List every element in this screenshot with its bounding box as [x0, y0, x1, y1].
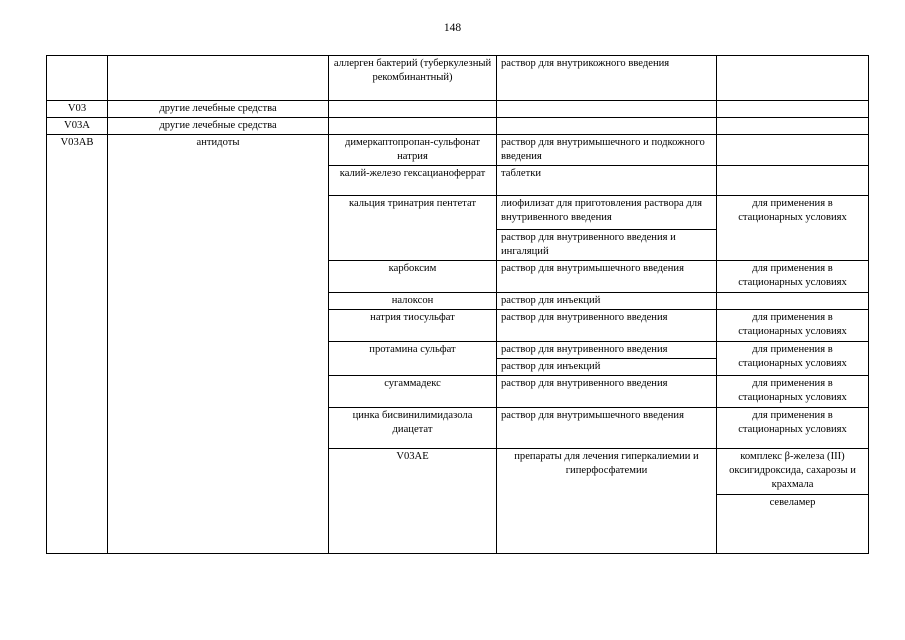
atc-code-cell: V03AB: [47, 135, 108, 554]
dosage-form-cell: [497, 101, 717, 118]
group-name-cell: препараты для лечения гиперкалиемии и гиперфосфатемии: [497, 449, 717, 554]
group-name-cell: другие лечебные средства: [108, 101, 329, 118]
group-name-cell: антидоты: [108, 135, 329, 554]
note-cell: для применения в стационарных условиях: [717, 196, 869, 261]
dosage-form-cell: раствор для внутрикожного введения: [497, 56, 717, 101]
inn-cell: севеламер: [717, 495, 869, 554]
dosage-form-cell: раствор для внутримышечного введения: [497, 408, 717, 449]
note-cell: [717, 101, 869, 118]
table-row: [47, 135, 869, 166]
dosage-form-cell: лиофилизат для приготовления раствора для внутривенного введения: [497, 196, 717, 230]
dosage-form-cell: раствор для внутримышечного введения: [497, 261, 717, 293]
inn-cell: цинка бисвинилимидазола диацетат: [329, 408, 497, 449]
inn-cell: комплекс β-железа (III) оксигидроксида, сахарозы и крахмала: [717, 449, 869, 495]
table-row: [47, 118, 869, 135]
note-cell: для применения в стационарных условиях: [717, 310, 869, 342]
dosage-form-cell: раствор для внутривенного введения и ингаляций: [497, 230, 717, 261]
group-name-cell: [108, 56, 329, 101]
note-cell: [717, 293, 869, 310]
inn-cell: налоксон: [329, 293, 497, 310]
page-number: 148: [443, 22, 462, 34]
note-cell: [717, 56, 869, 101]
atc-code-cell: V03: [47, 101, 108, 118]
dosage-form-cell: раствор для внутримышечного и подкожного введения: [497, 135, 717, 166]
drug-table: [46, 55, 869, 554]
group-name-cell: другие лечебные средства: [108, 118, 329, 135]
inn-cell: кальция тринатрия пентетат: [329, 196, 497, 261]
note-cell: [717, 135, 869, 166]
note-cell: [717, 166, 869, 196]
dosage-form-cell: раствор для инъекций: [497, 359, 717, 376]
atc-code-cell: V03AE: [329, 449, 497, 554]
inn-cell: калий-железо гексацианоферрат: [329, 166, 497, 196]
note-cell: для применения в стационарных условиях: [717, 376, 869, 408]
inn-cell: [329, 101, 497, 118]
table-row: [47, 101, 869, 118]
inn-cell: сугаммадекс: [329, 376, 497, 408]
dosage-form-cell: раствор для внутривенного введения: [497, 342, 717, 359]
inn-cell: димеркаптопропан-сульфонат натрия: [329, 135, 497, 166]
dosage-form-cell: раствор для внутривенного введения: [497, 376, 717, 408]
atc-code-cell: [47, 56, 108, 101]
note-cell: для применения в стационарных условиях: [717, 342, 869, 376]
atc-code-cell: V03A: [47, 118, 108, 135]
note-cell: для применения в стационарных условиях: [717, 261, 869, 293]
dosage-form-cell: раствор для внутривенного введения: [497, 310, 717, 342]
note-cell: [717, 118, 869, 135]
table-row: [47, 56, 869, 101]
dosage-form-cell: таблетки: [497, 166, 717, 196]
dosage-form-cell: раствор для инъекций: [497, 293, 717, 310]
dosage-form-cell: [497, 118, 717, 135]
inn-cell: натрия тиосульфат: [329, 310, 497, 342]
inn-cell: карбоксим: [329, 261, 497, 293]
note-cell: для применения в стационарных условиях: [717, 408, 869, 449]
inn-cell: [329, 118, 497, 135]
inn-cell: аллерген бактерий (туберкулезный рекомбинантный): [329, 56, 497, 101]
inn-cell: протамина сульфат: [329, 342, 497, 376]
